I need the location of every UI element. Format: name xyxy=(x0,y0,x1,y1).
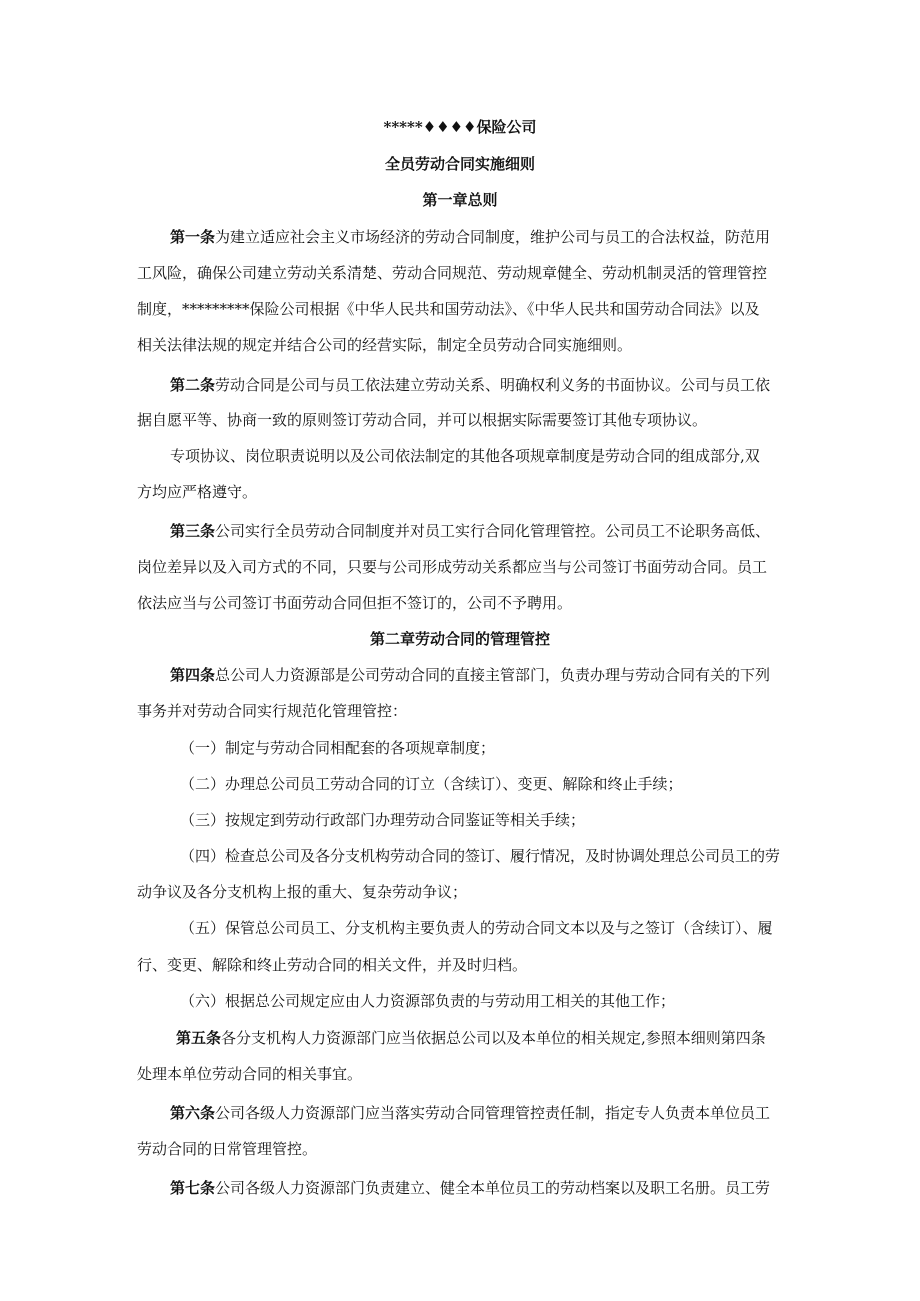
document-title: 全员劳动合同实施细则 xyxy=(384,155,535,173)
chapter-2-heading: 第二章劳动合同的管理管控 xyxy=(369,630,550,648)
article-4-item-5-line-2: 行、变更、解除和终止劳动合同的相关文件，并及时归档。 xyxy=(137,956,528,974)
article-2-line-1: 第二条劳动合同是公司与员工依法建立劳动关系、明确权利义务的书面协议。公司与员工依 xyxy=(170,376,771,394)
article-1-line-3: 制度，*********保险公司根据《中华人民共和国劳动法》、《中华人民共和国劳动合同法》以及 xyxy=(137,300,760,318)
article-3-line-3: 依法应当与公司签订书面劳动合同但拒不签订的，公司不予聘用。 xyxy=(137,594,573,612)
article-6-line-1: 第六条公司各级人力资源部门应当落实劳动合同管理管控责任制，指定专人负责本单位员工 xyxy=(170,1104,771,1122)
article-4-item-4-line-2: 动争议及各分支机构上报的重大、复杂劳动争议； xyxy=(137,883,468,901)
article-6-line-2: 劳动合同的日常管理管控。 xyxy=(137,1140,318,1158)
article-2-para-2-line-2: 方均应严格遵守。 xyxy=(137,483,258,501)
article-4-item-1: （一）制定与劳动合同相配套的各项规章制度； xyxy=(180,739,496,757)
article-4-item-6: （六）根据总公司规定应由人力资源部负责的与劳动用工相关的其他工作； xyxy=(180,992,676,1010)
article-2-label: 第二条 xyxy=(170,376,216,394)
article-5-line-1: 第五条各分支机构人力资源部门应当依据总公司以及本单位的相关规定,参照本细则第四条 xyxy=(176,1029,766,1047)
article-2-para-2-line-1: 专项协议、岗位职责说明以及公司依法制定的其他各项规章制度是劳动合同的组成部分,双 xyxy=(170,447,760,465)
article-2-line-2: 据自愿平等、协商一致的原则签订劳动合同，并可以根据实际需要签订其他专项协议。 xyxy=(137,411,708,429)
article-7-label: 第七条 xyxy=(170,1179,216,1197)
article-4-item-4-line-1: （四）检查总公司及各分支机构劳动合同的签订、履行情况，及时协调处理总公司员工的劳 xyxy=(180,847,781,865)
article-5-label: 第五条 xyxy=(176,1029,222,1047)
article-4-label: 第四条 xyxy=(170,666,216,684)
article-3-line-2: 岗位差异以及入司方式的不同，只要与公司形成劳动关系都应当与公司签订书面劳动合同。员工 xyxy=(137,558,768,576)
article-6-label: 第六条 xyxy=(170,1104,216,1122)
article-1-label: 第一条 xyxy=(170,228,216,246)
article-4-line-2: 事务并对劳动合同实行规范化管理管控： xyxy=(137,702,408,720)
article-3-label: 第三条 xyxy=(170,522,216,540)
article-1-line-2: 工风险，确保公司建立劳动关系清楚、劳动合同规范、劳动规章健全、劳动机制灵活的管理管控 xyxy=(137,264,768,282)
article-1-line-4: 相关法律法规的规定并结合公司的经营实际，制定全员劳动合同实施细则。 xyxy=(137,336,633,354)
article-3-line-1: 第三条公司实行全员劳动合同制度并对员工实行合同化管理管控。公司员工不论职务高低、 xyxy=(170,522,771,540)
article-5-line-2: 处理本单位劳动合同的相关事宜。 xyxy=(137,1065,363,1083)
article-4-item-3: （三）按规定到劳动行政部门办理劳动合同鉴证等相关手续； xyxy=(180,811,586,829)
article-4-item-2: （二）办理总公司员工劳动合同的订立（含续订）、变更、解除和终止手续； xyxy=(180,775,683,793)
article-7-line-1: 第七条公司各级人力资源部门负责建立、健全本单位员工的劳动档案以及职工名册。员工劳 xyxy=(170,1179,771,1197)
article-4-item-5-line-1: （五）保管总公司员工、分支机构主要负责人的劳动合同文本以及与之签订（含续订）、履 xyxy=(180,919,773,937)
article-1-line-1: 第一条为建立适应社会主义市场经济的劳动合同制度，维护公司与员工的合法权益，防范用 xyxy=(170,228,771,246)
chapter-1-heading: 第一章总则 xyxy=(422,191,498,209)
company-name: *****♦♦♦♦保险公司 xyxy=(383,118,537,136)
article-4-line-1: 第四条总公司人力资源部是公司劳动合同的直接主管部门，负责办理与劳动合同有关的下列 xyxy=(170,666,771,684)
